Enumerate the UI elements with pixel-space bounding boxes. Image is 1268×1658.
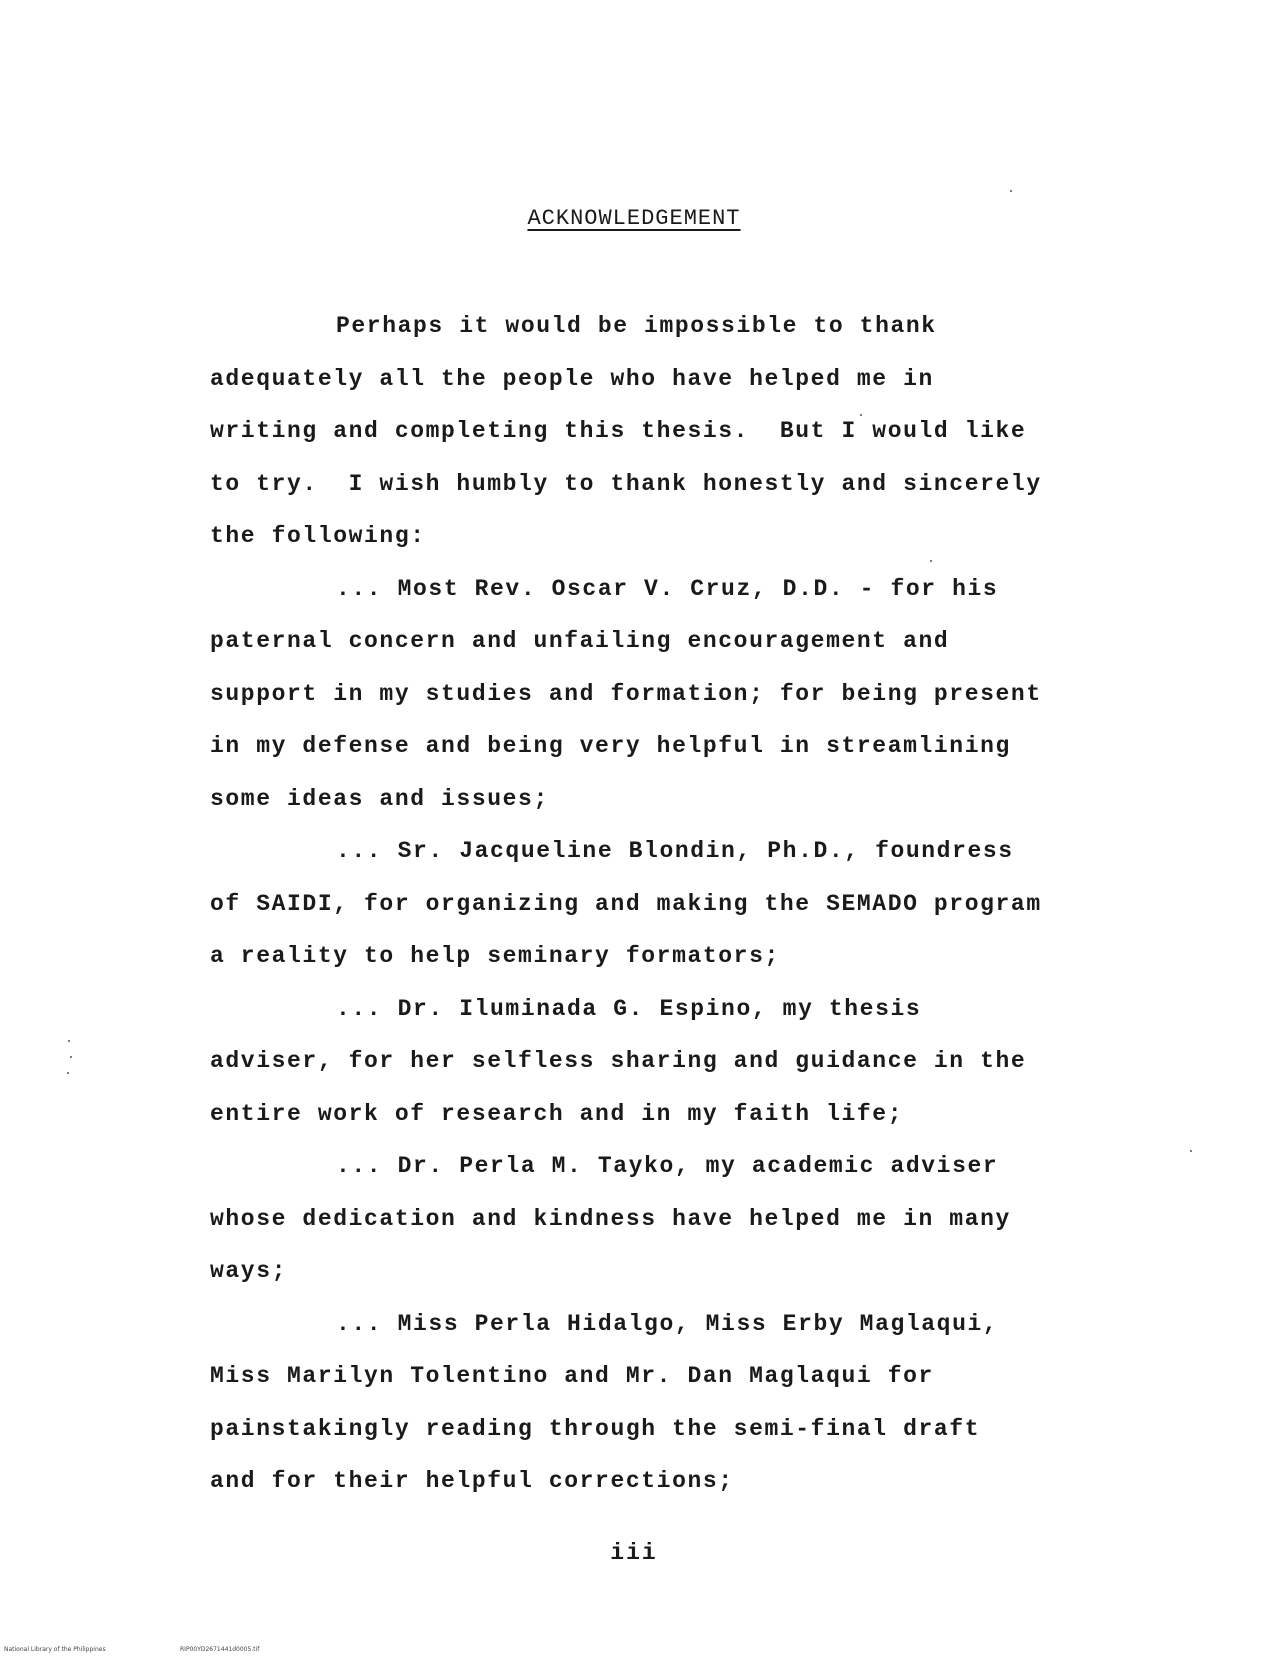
footer-file-id: RIP00YD2671441d0005.tif	[180, 1646, 260, 1653]
paragraph-line: in my defense and being very helpful in streamlining	[210, 733, 1011, 759]
paragraph-line: paternal concern and unfailing encouragement and	[210, 628, 950, 654]
acknowledgement-body	[210, 300, 1070, 1508]
paragraph-line: the following:	[210, 523, 426, 549]
paragraph-line: writing and completing this thesis. But I would like	[210, 418, 1027, 444]
page-number: iii	[610, 1540, 658, 1566]
paragraph-line: ... Dr. Iluminada G. Espino, my thesis	[336, 995, 922, 1022]
paragraph-line: to try. I wish humbly to thank honestly and sincerely	[210, 470, 1042, 497]
scan-speck	[1010, 190, 1012, 192]
paragraph-line: Perhaps it would be impossible to thank	[336, 313, 937, 339]
paragraph-line: ways;	[210, 1258, 288, 1284]
scan-speck	[860, 414, 862, 416]
paragraph-line: adequately all the people who have helped me in	[210, 365, 934, 392]
paragraph-line: ... Sr. Jacqueline Blondin, Ph.D., foundress	[336, 838, 1014, 864]
scan-speck	[67, 1072, 69, 1074]
paragraph-line: whose dedication and kindness have helped me in many	[210, 1205, 1011, 1232]
paragraph-line: ... Dr. Perla M. Tayko, my academic adviser	[336, 1153, 999, 1179]
paragraph-line: adviser, for her selfless sharing and guidance in the	[210, 1048, 1027, 1074]
acknowledgement-heading: ACKNOWLEDGEMENT	[527, 206, 741, 231]
scan-speck	[70, 1056, 72, 1058]
paragraph-line: ... Miss Perla Hidalgo, Miss Erby Maglaqui,	[336, 1310, 999, 1337]
paragraph-line: Miss Marilyn Tolentino and Mr. Dan Maglaqui for	[210, 1363, 934, 1389]
paragraph-line: of SAIDI, for organizing and making the SEMADO program	[210, 890, 1042, 917]
paragraph-line: some ideas and issues;	[210, 785, 549, 812]
paragraph-line: painstakingly reading through the semi-final draft	[210, 1415, 981, 1442]
paragraph-line: ... Most Rev. Oscar V. Cruz, D.D. - for his	[336, 575, 999, 602]
scan-speck	[68, 1040, 70, 1042]
paragraph-line: entire work of research and in my faith life;	[210, 1100, 904, 1127]
paragraph-line: a reality to help seminary formators;	[210, 943, 780, 969]
paragraph-line: and for their helpful corrections;	[210, 1468, 734, 1494]
scan-speck	[1190, 1150, 1192, 1152]
footer-library-note: National Library of the Philippines	[4, 1646, 106, 1653]
paragraph-line: support in my studies and formation; for being present	[210, 680, 1042, 707]
scan-speck	[930, 560, 932, 562]
